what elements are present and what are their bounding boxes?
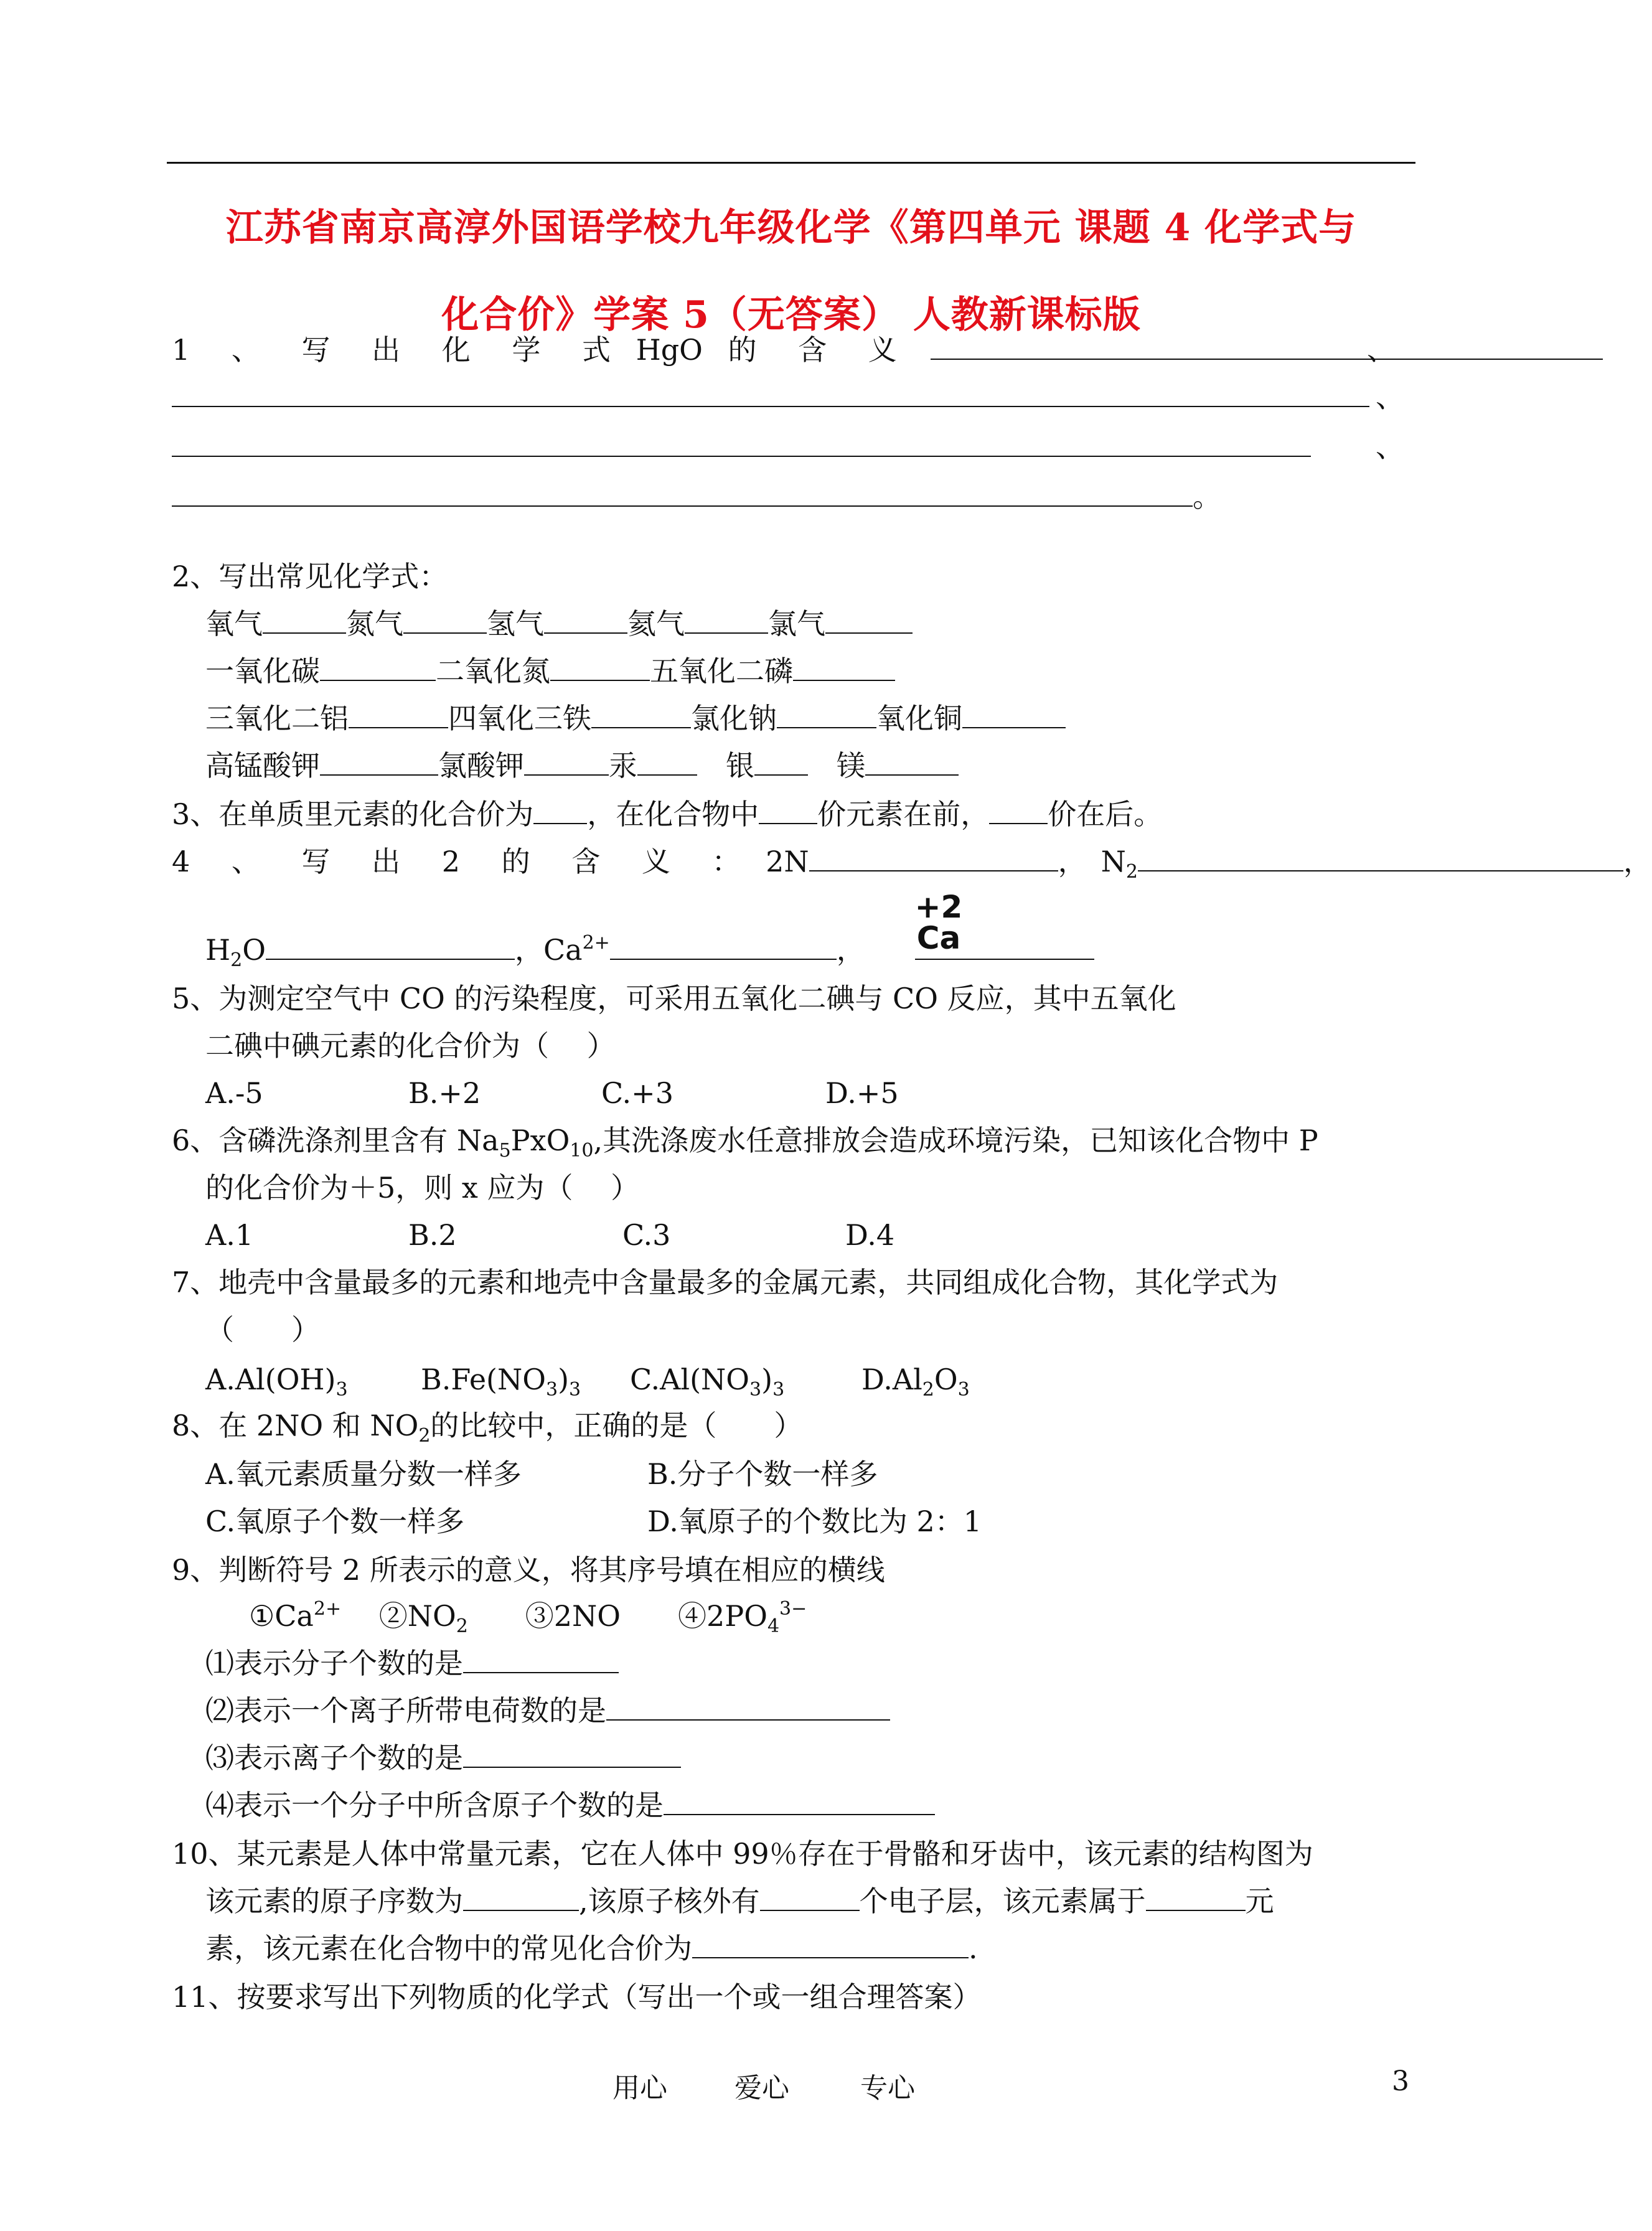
q2-blank[interactable] <box>349 702 448 728</box>
q9-blank-4[interactable] <box>664 1789 935 1815</box>
q2-blank[interactable] <box>793 655 895 681</box>
q2-row-3: 三氧化二铝 四氧化三铁 氯化钠 氧化铜 <box>205 701 1066 736</box>
q1-line-4: 。 <box>172 479 1221 514</box>
q1-blank-1[interactable] <box>931 334 1603 360</box>
q5-option-c[interactable]: C.+3 <box>601 1076 673 1110</box>
q6-option-a[interactable]: A.1 <box>205 1218 254 1252</box>
q2-blank[interactable] <box>550 655 650 681</box>
q9-blank-3[interactable] <box>463 1742 681 1768</box>
q5-option-a[interactable]: A.-5 <box>205 1076 263 1110</box>
q3-line: 3、在单质里元素的化合价为 ，在化合物中 价元素在前， 价在后。 <box>172 797 1163 831</box>
q2-blank[interactable] <box>320 749 438 776</box>
q6-option-c[interactable]: C.3 <box>622 1218 671 1252</box>
q7-option-a[interactable]: $A.Al(OH)_3$ <box>205 1363 348 1401</box>
q9-prompt: 9、判断符号 2 所表示的意义，将其序号填在相应的横线 <box>172 1553 885 1587</box>
page-number: 3 <box>1392 2065 1409 2097</box>
q2-blank[interactable] <box>320 655 436 681</box>
q4-blank-5[interactable] <box>915 934 1094 960</box>
q9-blank-1[interactable] <box>463 1647 619 1673</box>
q6-line-2: 的化合价为＋5，则 x 应为（ ） <box>205 1171 640 1205</box>
footer-word-1: 用心 <box>612 2072 667 2104</box>
q5-option-d[interactable]: D.+5 <box>825 1076 899 1110</box>
q5-option-b[interactable]: B.+2 <box>408 1076 481 1110</box>
q1-line-2 <box>172 380 1369 415</box>
q7-option-d[interactable]: $D.Al_2O_3$ <box>861 1363 970 1401</box>
q2-blank[interactable] <box>544 608 627 634</box>
footer-word-2: 爱心 <box>734 2072 789 2104</box>
q2-blank[interactable] <box>403 608 487 634</box>
q2-blank[interactable] <box>524 749 609 776</box>
q6-option-d[interactable]: D.4 <box>845 1218 895 1252</box>
q11-prompt: 11、按要求写出下列物质的化学式（写出一个或一组合理答案） <box>172 1980 982 2014</box>
footer-word-3: 专心 <box>860 2072 915 2104</box>
q8-line: 8、在 2NO 和 $NO_2$的比较中，正确的是（ ） <box>172 1409 803 1447</box>
q9-symbols: $①Ca^{2+}$ $②NO_2$ ③2NO $④2PO_4^{3-}$ <box>249 1598 807 1637</box>
q8-option-a[interactable]: A.氧元素质量分数一样多 <box>205 1457 522 1491</box>
q2-blank[interactable] <box>637 749 697 776</box>
q2-blank[interactable] <box>865 749 959 776</box>
q7-option-c[interactable]: $C.Al(NO_3)_3$ <box>630 1363 785 1401</box>
q10-blank-1[interactable] <box>463 1885 579 1911</box>
q9-part-4: ⑷表示一个分子中所含原子个数的是 <box>205 1788 935 1823</box>
q7-line-2: （ ） <box>205 1313 320 1346</box>
q2-row-1: 氧气 氮气 氢气 氦气 氯气 <box>205 606 913 641</box>
q2-blank[interactable] <box>591 702 691 728</box>
q9-part-1: ⑴表示分子个数的是 <box>205 1646 619 1681</box>
q9-blank-2[interactable] <box>606 1694 890 1721</box>
q2-prompt: 2、写出常见化学式： <box>172 560 448 593</box>
q2-blank[interactable] <box>962 702 1066 728</box>
q8-option-b[interactable]: B.分子个数一样多 <box>647 1457 878 1491</box>
q1-sep-3: 、 <box>1376 430 1404 464</box>
q6-option-b[interactable]: B.2 <box>408 1218 457 1252</box>
q4-line-1: 4 、 写 出 2 的 含 义 ： 2N ， $N_2$ ， <box>172 845 1652 883</box>
q4-blank-2[interactable] <box>1138 845 1623 871</box>
q8-option-c[interactable]: C.氧原子个数一样多 <box>205 1505 465 1538</box>
q7-line-1: 7、地壳中含量最多的元素和地壳中含量最多的金属元素，共同组成化合物，其化学式为 <box>172 1266 1279 1299</box>
q4-line-2: $H_2O$ ，$Ca^{2+}$ ， <box>205 932 1094 967</box>
q10-line-1: 10、某元素是人体中常量元素，它在人体中 99％存在于骨骼和牙齿中，该元素的结构图为 <box>172 1837 1313 1871</box>
q8-option-d[interactable]: D.氧原子的个数比为 2：1 <box>647 1505 982 1538</box>
q5-line-2: 二碘中碘元素的化合价为（ ） <box>205 1029 616 1063</box>
q4-blank-1[interactable] <box>809 845 1058 871</box>
q2-blank[interactable] <box>825 608 913 634</box>
q3-blank-2[interactable] <box>759 798 817 824</box>
q10-line-2: 该元素的原子序数为 ,该原子核外有 个电子层，该元素属于 元 <box>205 1884 1274 1918</box>
q9-part-2: ⑵表示一个离子所带电荷数的是 <box>205 1693 890 1728</box>
q1-line-1: 1 、 写 出 化 学 式 HgO 的 含 义 <box>172 332 1603 367</box>
title-line-1: 江苏省南京高淳外国语学校九年级化学《第四单元 课题 4 化学式与 <box>225 206 1357 250</box>
q10-line-3: 素，该元素在化合物中的常见化合价为 . <box>205 1932 978 1965</box>
q3-blank-3[interactable] <box>989 798 1048 824</box>
q1-blank-2[interactable] <box>172 381 1369 407</box>
q2-blank[interactable] <box>263 608 346 634</box>
q10-blank-2[interactable] <box>760 1885 860 1911</box>
q4-blank-3[interactable] <box>266 934 515 960</box>
q4-valence-diagram: +2 Ca <box>914 889 963 956</box>
q1-sep-1: 、 <box>1367 333 1396 367</box>
q2-blank[interactable] <box>754 749 808 776</box>
q10-blank-4[interactable] <box>692 1932 969 1958</box>
q1-blank-3[interactable] <box>172 431 1311 457</box>
q7-option-b[interactable]: $B.Fe(NO_3)_3$ <box>421 1363 581 1401</box>
q2-row-4: 高锰酸钾 氯酸钾 汞 银 镁 <box>205 748 959 783</box>
q2-row-2: 一氧化碳 二氧化氮 五氧化二磷 <box>205 654 895 688</box>
q1-blank-4[interactable] <box>172 481 1193 507</box>
q10-blank-3[interactable] <box>1146 1885 1246 1911</box>
q1-sep-2: 、 <box>1376 380 1404 414</box>
q5-line-1: 5、为测定空气中 CO 的污染程度，可采用五氧化二碘与 CO 反应，其中五氧化 <box>172 982 1176 1015</box>
q9-part-3: ⑶表示离子个数的是 <box>205 1740 681 1775</box>
q3-blank-1[interactable] <box>533 798 587 824</box>
header-rule <box>167 162 1415 164</box>
title-line-2: 化合价》学案 5（无答案） 人教新课标版 <box>441 293 1141 337</box>
q2-blank[interactable] <box>777 702 876 728</box>
q6-line-1: 6、含磷洗涤剂里含有 $Na_5PxO_{10}$,其洗涤废水任意排放会造成环境污染，已知该化合物中 P <box>172 1124 1318 1162</box>
q4-blank-4[interactable] <box>610 934 837 960</box>
q2-blank[interactable] <box>685 608 768 634</box>
q1-line-3 <box>172 430 1311 464</box>
